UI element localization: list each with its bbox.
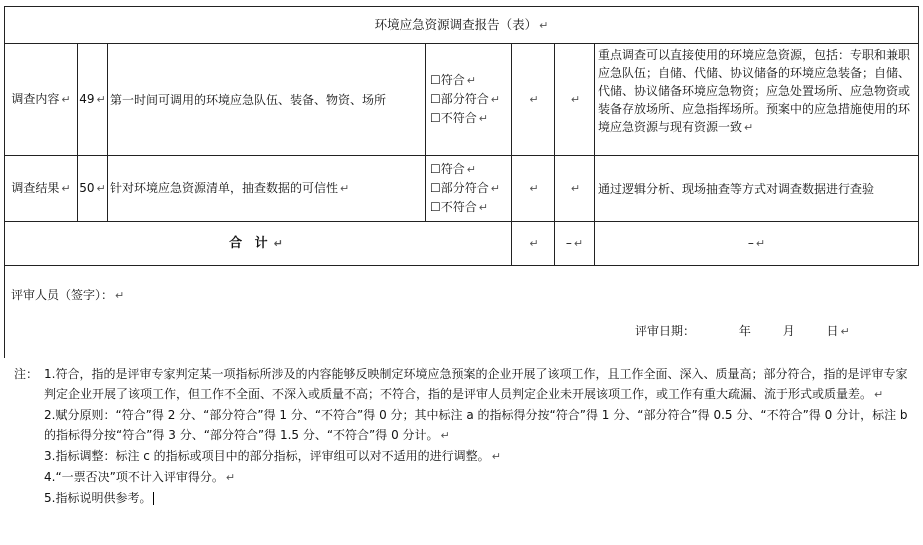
total-score-cell[interactable]: ↵ (512, 222, 555, 266)
option-partial[interactable]: ☐部分符合 ↵ (430, 181, 500, 195)
option-conform[interactable]: ☐符合 ↵ (430, 162, 476, 176)
option-nonconform[interactable]: ☐不符合 ↵ (430, 111, 488, 125)
notes-prefix: 注： (14, 367, 39, 381)
note-item: 注： 1.符合，指的是评审专家判定某一项指标所涉及的内容能够反映制定环境应急预案的企业开展了该项工作，且工作全面、深入、质量高；部分符合，指的是评审专家判定企业开展了该项工作，但工作不全面、不深入或质量不高；不符合，指的是评审人员判定企业未开展该项工作，或工作有重大疏漏、流于形式或质量差。 ↵ (14, 364, 914, 405)
row-category: 调查内容 ↵ (5, 44, 78, 156)
total-label: 合 计 (229, 235, 272, 251)
review-date[interactable]: 评审日期： 年 月 日 ↵ (635, 324, 850, 338)
review-table (4, 6, 919, 358)
note-item: 3.指标调整：标注 c 的指标或项目中的部分指标，评审组可以对不适用的进行调整。 ↵ (44, 449, 501, 463)
option-partial[interactable]: ☐部分符合 ↵ (430, 92, 500, 106)
row-number: 49 ↵ (78, 44, 108, 156)
option-nonconform[interactable]: ☐不符合 ↵ (430, 200, 488, 214)
total-desc-cell: – ↵ (595, 222, 919, 266)
notes-section (14, 364, 914, 508)
note-item: 4.“一票否决”项不计入评审得分。 ↵ (44, 470, 236, 484)
total-dash-cell: – ↵ (555, 222, 595, 266)
option-conform[interactable]: ☐符合 ↵ (430, 73, 476, 87)
table-row (5, 44, 919, 156)
row-options (426, 44, 512, 156)
note-item: 5.指标说明供参考。 (14, 488, 914, 508)
row-category: 调查结果 ↵ (5, 156, 78, 222)
reviewer-signature[interactable]: 评审人员（签字）： ↵ (11, 288, 125, 302)
row-description: 重点调查可以直接使用的环境应急资源，包括：专职和兼职应急队伍；自储、代储、协议储备的环境应急装备；自储、代储、协议储备环境应急物资；应急处置场所、应急物资或装备存放场所、应急指挥场所。预案中的应急措施使用的环境应急资源与现有资源一致 ↵ (595, 44, 919, 156)
table-title-cell: 环境应急资源调查报告（表） ↵ (5, 7, 919, 44)
row-number: 50 ↵ (78, 156, 108, 222)
score-cell[interactable]: ↵ (555, 156, 595, 222)
note-item: 2.赋分原则：“符合”得 2 分、“部分符合”得 1 分、“不符合”得 0 分；其中标注 a 的指标得分按“符合”得 1 分、“部分符合”得 0.5 分、“不符合”得 0 分计，标注 b 的指标得分按“符合”得 3 分、“部分符合”得 1.5 分、“不符合”得 0 分计。 ↵ (44, 408, 908, 442)
row-item: 针对环境应急资源清单，抽查数据的可信性 ↵ (108, 156, 426, 222)
total-label-cell: 合 计 ↵ (5, 222, 512, 266)
row-options (426, 156, 512, 222)
signature-row (5, 266, 919, 359)
score-cell[interactable]: ↵ (512, 44, 555, 156)
row-description: 通过逻辑分析、现场抽查等方式对调查数据进行查验 (595, 156, 919, 222)
table-row (5, 156, 919, 222)
row-item: 第一时间可调用的环境应急队伍、装备、物资、场所 (108, 44, 426, 156)
table-title: 环境应急资源调查报告（表） (374, 16, 538, 32)
total-row (5, 222, 919, 266)
score-cell[interactable]: ↵ (512, 156, 555, 222)
text-cursor (153, 492, 154, 505)
score-cell[interactable]: ↵ (555, 44, 595, 156)
